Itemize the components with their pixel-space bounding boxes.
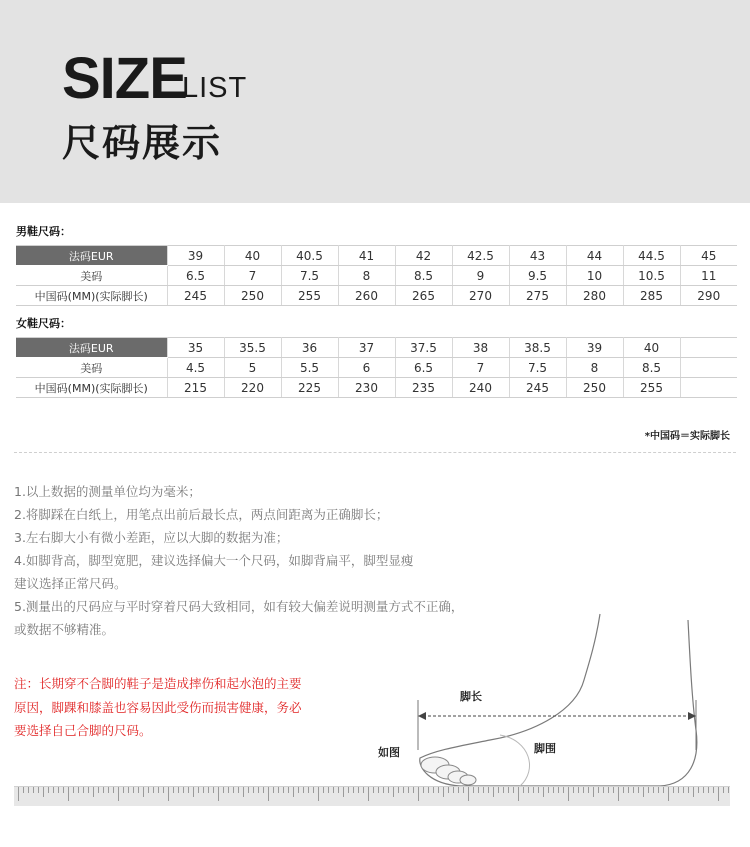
divider: [14, 452, 736, 453]
table-cell: 8: [566, 358, 623, 378]
table-cell: 38.5: [509, 338, 566, 358]
warning-notice: [14, 672, 354, 743]
ruler-tick: [128, 787, 129, 793]
warning-line: 注：长期穿不合脚的鞋子是造成摔伤和起水泡的主要: [14, 676, 302, 691]
as-shown-label: 如图: [378, 746, 400, 759]
table-cell: 290: [680, 286, 737, 306]
table-cell: 215: [167, 378, 224, 398]
ruler-tick: [453, 787, 454, 793]
table-cell: 7.5: [281, 266, 338, 286]
ruler-tick: [713, 787, 714, 793]
table-cell: 5.5: [281, 358, 338, 378]
ruler-tick: [53, 787, 54, 793]
ruler-tick: [633, 787, 634, 793]
ruler-tick: [568, 787, 569, 801]
table-cell: 270: [452, 286, 509, 306]
table-cell: 255: [281, 286, 338, 306]
ruler-tick: [438, 787, 439, 793]
ruler-tick: [383, 787, 384, 793]
row-label: 中国码(MM)(实际脚长): [16, 286, 167, 306]
ruler-tick: [628, 787, 629, 793]
ruler-tick: [38, 787, 39, 793]
ruler-tick: [198, 787, 199, 793]
ruler-tick: [123, 787, 124, 793]
ruler-tick: [548, 787, 549, 793]
women-section-label: 女鞋尺码：: [16, 317, 71, 330]
table-cell: 6: [338, 358, 395, 378]
warning-line: 要选择自己合脚的尺码。: [14, 723, 152, 738]
ruler-tick: [348, 787, 349, 793]
table-cell: 245: [509, 378, 566, 398]
table-cell: 9: [452, 266, 509, 286]
table-cell: 42: [395, 246, 452, 266]
table-cell: 6.5: [395, 358, 452, 378]
size-title: SIZE: [62, 46, 187, 111]
ruler-tick: [298, 787, 299, 793]
ruler-tick: [368, 787, 369, 801]
ruler-tick: [643, 787, 644, 797]
table-cell: 6.5: [167, 266, 224, 286]
ruler-tick: [388, 787, 389, 793]
foot-length-label: 脚长: [460, 690, 482, 703]
table-cell: 11: [680, 266, 737, 286]
measurement-notes: [14, 480, 554, 641]
ruler-tick: [653, 787, 654, 793]
ruler-tick: [688, 787, 689, 793]
men-section-label: 男鞋尺码：: [16, 225, 71, 238]
note-line: 1.以上数据的测量单位均为毫米；: [14, 484, 201, 499]
note-line: 2.将脚踩在白纸上，用笔点出前后最长点，两点间距离为正确脚长；: [14, 507, 389, 522]
table-cell: 44.5: [623, 246, 680, 266]
ruler-tick: [73, 787, 74, 793]
ruler-tick: [373, 787, 374, 793]
table-cell: 37: [338, 338, 395, 358]
table-cell: 240: [452, 378, 509, 398]
ruler-tick: [573, 787, 574, 793]
ruler-tick: [623, 787, 624, 793]
ruler-tick: [603, 787, 604, 793]
ruler-tick: [638, 787, 639, 793]
ruler-tick: [283, 787, 284, 793]
ruler-tick: [538, 787, 539, 793]
warning-line: 原因，脚踝和膝盖也容易因此受伤而损害健康，务必: [14, 699, 302, 715]
ruler-tick: [223, 787, 224, 793]
ruler-tick: [518, 787, 519, 801]
ruler-tick: [703, 787, 704, 793]
ruler-tick: [313, 787, 314, 793]
ruler-tick: [728, 787, 729, 793]
table-cell: 8: [338, 266, 395, 286]
table-cell: 39: [167, 246, 224, 266]
ruler-tick: [258, 787, 259, 793]
ruler-tick: [553, 787, 554, 793]
ruler-tick: [533, 787, 534, 793]
ruler-tick: [448, 787, 449, 793]
ruler-tick: [133, 787, 134, 793]
ruler-tick: [718, 787, 719, 801]
ruler-tick: [598, 787, 599, 793]
ruler-tick: [708, 787, 709, 793]
ruler-tick: [183, 787, 184, 793]
ruler-tick: [508, 787, 509, 793]
ruler-tick: [668, 787, 669, 801]
ruler-tick: [158, 787, 159, 793]
ruler-tick: [473, 787, 474, 793]
ruler-tick: [148, 787, 149, 793]
ruler-tick: [618, 787, 619, 801]
table-cell: 220: [224, 378, 281, 398]
ruler-tick: [403, 787, 404, 793]
table-cell: 40: [224, 246, 281, 266]
ruler-tick: [543, 787, 544, 797]
ruler-tick: [233, 787, 234, 793]
ruler-tick: [163, 787, 164, 793]
table-cell: 265: [395, 286, 452, 306]
ruler-tick: [678, 787, 679, 793]
table-cell: 5: [224, 358, 281, 378]
ruler-tick: [173, 787, 174, 793]
note-line: 3.左右脚大小有微小差距，应以大脚的数据为准；: [14, 530, 289, 545]
table-cell: 40.5: [281, 246, 338, 266]
ruler-tick: [353, 787, 354, 793]
ruler-tick: [153, 787, 154, 793]
ruler-tick: [28, 787, 29, 793]
ruler-tick: [213, 787, 214, 793]
ruler-tick: [358, 787, 359, 793]
ruler-tick: [188, 787, 189, 793]
table-cell: 36: [281, 338, 338, 358]
table-cell: 37.5: [395, 338, 452, 358]
ruler-tick: [118, 787, 119, 801]
women-size-table: [16, 337, 737, 398]
table-cell: 280: [566, 286, 623, 306]
table-cell: 10: [566, 266, 623, 286]
table-cell: 8.5: [395, 266, 452, 286]
ruler-tick: [318, 787, 319, 801]
table-cell: 225: [281, 378, 338, 398]
china-size-footnote: *中国码＝实际脚长: [644, 431, 730, 442]
ruler-tick: [583, 787, 584, 793]
ruler-tick: [113, 787, 114, 793]
ruler-tick: [278, 787, 279, 793]
ruler-tick: [663, 787, 664, 793]
table-cell: 7: [452, 358, 509, 378]
ruler-tick: [43, 787, 44, 797]
ruler-tick: [413, 787, 414, 793]
ruler-tick: [138, 787, 139, 793]
ruler-tick: [523, 787, 524, 793]
ruler-tick: [58, 787, 59, 793]
ruler-tick: [488, 787, 489, 793]
ruler-tick: [88, 787, 89, 793]
ruler-tick: [503, 787, 504, 793]
ruler-tick: [228, 787, 229, 793]
table-cell: 285: [623, 286, 680, 306]
ruler-tick: [293, 787, 294, 797]
ruler-tick: [268, 787, 269, 801]
ruler-tick: [303, 787, 304, 793]
ruler-tick: [528, 787, 529, 793]
ruler-tick: [478, 787, 479, 793]
ruler-tick: [83, 787, 84, 793]
table-cell: [680, 358, 737, 378]
table-cell: 38: [452, 338, 509, 358]
ruler-tick: [578, 787, 579, 793]
table-cell: 35: [167, 338, 224, 358]
row-label: 美码: [16, 358, 167, 378]
ruler-tick: [698, 787, 699, 793]
ruler-tick: [63, 787, 64, 793]
ruler-tick: [168, 787, 169, 801]
ruler-tick: [193, 787, 194, 797]
row-label: 中国码(MM)(实际脚长): [16, 378, 167, 398]
size-title-chinese: 尺码展示: [62, 121, 223, 165]
ruler-tick: [513, 787, 514, 793]
ruler-tick: [203, 787, 204, 793]
ruler-tick: [723, 787, 724, 793]
table-cell: 43: [509, 246, 566, 266]
note-line: 或数据不够精准。: [14, 622, 115, 637]
table-cell: 245: [167, 286, 224, 306]
table-cell: 41: [338, 246, 395, 266]
ruler-tick: [483, 787, 484, 793]
table-cell: 44: [566, 246, 623, 266]
table-cell: 255: [623, 378, 680, 398]
ruler-tick: [338, 787, 339, 793]
row-label: 法码EUR: [16, 246, 167, 266]
ruler-tick: [68, 787, 69, 801]
women-eur-row: [16, 338, 737, 358]
ruler-tick: [108, 787, 109, 793]
table-cell: [680, 378, 737, 398]
ruler-tick: [18, 787, 19, 801]
ruler-tick: [218, 787, 219, 801]
men-cn-row: [16, 286, 737, 306]
table-cell: 40: [623, 338, 680, 358]
ruler-tick: [558, 787, 559, 793]
ruler-tick: [673, 787, 674, 793]
ruler-tick: [93, 787, 94, 797]
ruler-tick: [323, 787, 324, 793]
table-cell: 9.5: [509, 266, 566, 286]
ruler-tick: [648, 787, 649, 793]
ruler-tick: [263, 787, 264, 793]
table-cell: 230: [338, 378, 395, 398]
ruler-tick: [208, 787, 209, 793]
ruler-tick: [343, 787, 344, 797]
ruler-tick: [308, 787, 309, 793]
table-cell: 250: [224, 286, 281, 306]
note-line: 5.测量出的尺码应与平时穿着尺码大致相同，如有较大偏差说明测量方式不正确，: [14, 599, 464, 614]
table-cell: 250: [566, 378, 623, 398]
ruler-tick: [613, 787, 614, 793]
ruler-tick: [658, 787, 659, 793]
size-list-subtitle: LIST: [182, 72, 248, 104]
ruler-tick: [253, 787, 254, 793]
ruler-tick: [563, 787, 564, 793]
ruler-tick: [78, 787, 79, 793]
ruler-tick: [468, 787, 469, 801]
ruler-tick: [428, 787, 429, 793]
women-us-row: [16, 358, 737, 378]
ruler-tick: [103, 787, 104, 793]
ruler-tick: [693, 787, 694, 797]
table-cell: 275: [509, 286, 566, 306]
row-label: 美码: [16, 266, 167, 286]
ruler-tick: [498, 787, 499, 793]
ruler-tick: [423, 787, 424, 793]
ruler-tick: [593, 787, 594, 797]
table-cell: 4.5: [167, 358, 224, 378]
ruler-tick: [378, 787, 379, 793]
ruler-tick: [363, 787, 364, 793]
ruler-tick: [443, 787, 444, 797]
women-cn-row: [16, 378, 737, 398]
page-header: [0, 0, 750, 203]
men-eur-row: [16, 246, 737, 266]
table-cell: 260: [338, 286, 395, 306]
ruler-tick: [683, 787, 684, 793]
ruler-tick: [418, 787, 419, 801]
ruler-tick: [458, 787, 459, 793]
table-cell: 35.5: [224, 338, 281, 358]
foot-girth-label: 脚围: [534, 742, 556, 755]
ruler-tick: [288, 787, 289, 793]
table-cell: 7: [224, 266, 281, 286]
row-label: 法码EUR: [16, 338, 167, 358]
table-cell: 8.5: [623, 358, 680, 378]
note-line: 建议选择正常尺码。: [14, 576, 127, 591]
ruler-tick: [398, 787, 399, 793]
ruler-tick: [408, 787, 409, 793]
ruler: [14, 786, 730, 806]
ruler-tick: [243, 787, 244, 797]
table-cell: [680, 338, 737, 358]
ruler-tick: [178, 787, 179, 793]
ruler-tick: [333, 787, 334, 793]
ruler-tick: [143, 787, 144, 797]
table-cell: 235: [395, 378, 452, 398]
men-us-row: [16, 266, 737, 286]
ruler-tick: [273, 787, 274, 793]
table-cell: 7.5: [509, 358, 566, 378]
ruler-tick: [463, 787, 464, 793]
ruler-tick: [493, 787, 494, 797]
ruler-tick: [33, 787, 34, 793]
ruler-tick: [23, 787, 24, 793]
ruler-tick: [48, 787, 49, 793]
table-cell: 10.5: [623, 266, 680, 286]
ruler-tick: [608, 787, 609, 793]
table-cell: 45: [680, 246, 737, 266]
ruler-tick: [328, 787, 329, 793]
ruler-tick: [393, 787, 394, 797]
ruler-tick: [238, 787, 239, 793]
note-line: 4.如脚背高，脚型宽肥，建议选择偏大一个尺码，如脚背扁平，脚型显瘦: [14, 553, 414, 568]
ruler-tick: [588, 787, 589, 793]
ruler-tick: [98, 787, 99, 793]
table-cell: 39: [566, 338, 623, 358]
ruler-tick: [248, 787, 249, 793]
table-cell: 42.5: [452, 246, 509, 266]
ruler-tick: [433, 787, 434, 793]
men-size-table: [16, 245, 737, 306]
